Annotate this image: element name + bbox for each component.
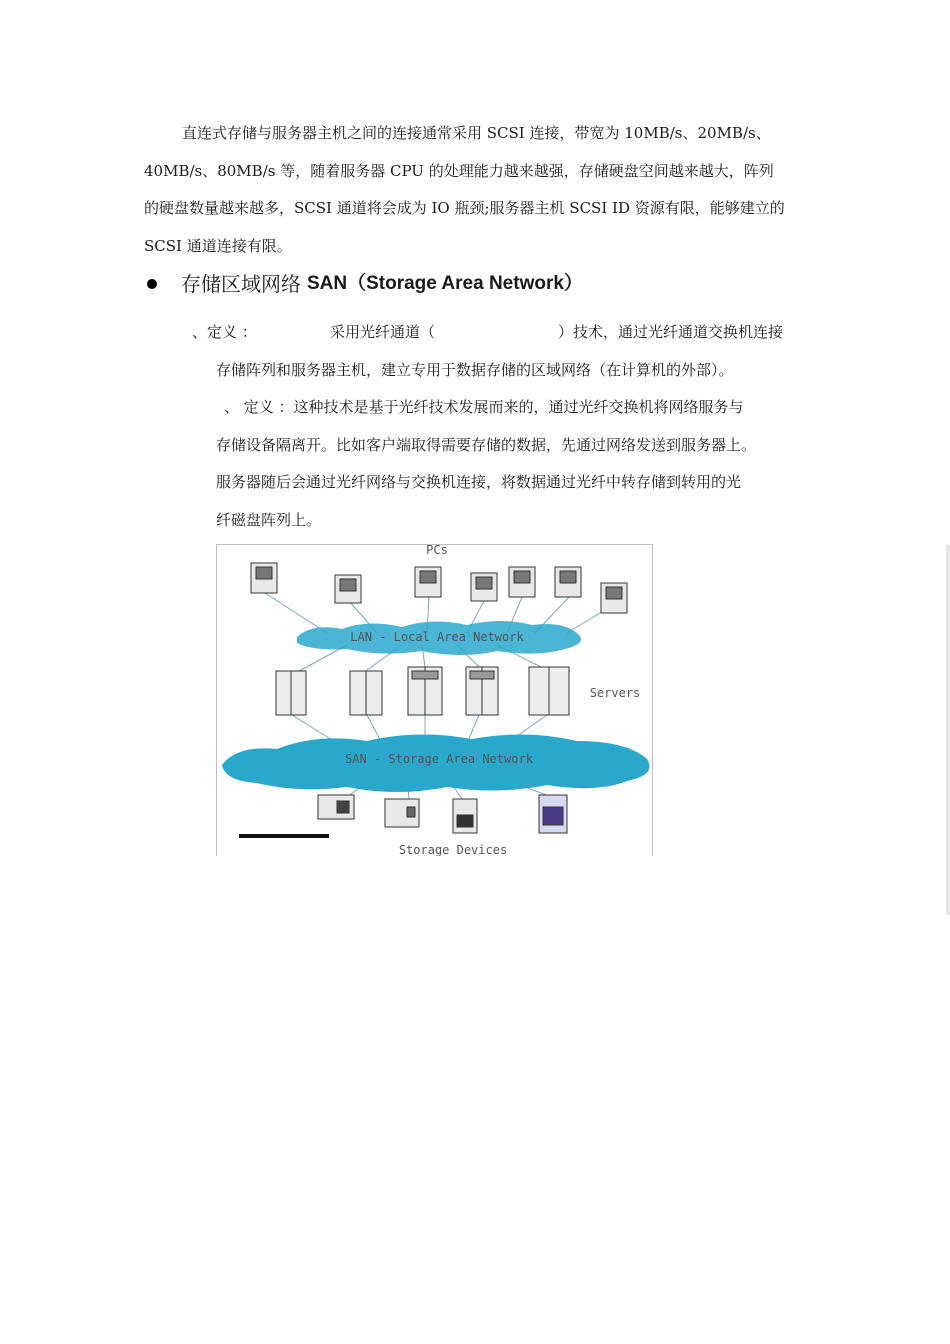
definition-2-line-2: 存储设备隔离开。比如客户端取得需要存储的数据，先通过网络发送到服务器上。: [216, 435, 757, 454]
section-title-cn: 存储区域网络: [181, 272, 301, 296]
definition-2-line-1: 、 定义 ：这种技术是基于光纤技术发展而来的，通过光纤交换机将网络服务与: [224, 398, 744, 416]
servers-label: Servers: [589, 686, 641, 700]
watermark-bar: [239, 834, 329, 838]
pc-1-icon: [251, 563, 277, 593]
storage-1-icon: [318, 795, 354, 819]
storage-3-icon: [453, 799, 477, 833]
intro-line-2: 40MB/s、80MB/s 等，随着服务器 CPU 的处理能力越来越强，存储硬盘空间越来越大，阵列: [144, 161, 774, 180]
server-1-icon: [276, 671, 306, 715]
server-3-icon: [408, 667, 442, 715]
san-network-diagram: [216, 544, 653, 856]
pc-2-icon: [335, 575, 361, 603]
storage-label: Storage Devices: [398, 843, 508, 856]
san-label: SAN - Storage Area Network: [345, 752, 533, 766]
pc-6-icon: [555, 567, 581, 597]
pc-3-icon: [415, 567, 441, 597]
pc-5-icon: [509, 567, 535, 597]
san-diagram-svg: [217, 545, 652, 856]
pc-4-icon: [471, 573, 497, 601]
page-edge-shadow: [946, 545, 950, 915]
bullet-icon: [147, 279, 157, 289]
section-title-en: SAN（Storage Area Network）: [307, 273, 583, 294]
storage-4-icon: [539, 795, 567, 833]
definition-2-line-4: 纤磁盘阵列上。: [216, 510, 322, 529]
pc-7-icon: [601, 583, 627, 613]
intro-line-3: 的硬盘数量越来越多，SCSI 通道将会成为 IO 瓶颈;服务器主机 SCSI ID 资源有限，能够建立的: [144, 199, 785, 217]
intro-paragraph: [144, 115, 806, 265]
storage-2-icon: [385, 799, 419, 827]
server-2-icon: [350, 671, 382, 715]
definition-1-text: 采用光纤通道（: [330, 323, 436, 341]
definition-1-suffix: ）技术，通过光纤通道交换机连接: [558, 323, 784, 341]
intro-line-4: SCSI 通道连接有限。: [144, 236, 292, 255]
definition-1: [192, 314, 806, 389]
server-5-icon: [529, 667, 569, 715]
definition-1-line-2: 存储阵列和服务器主机，建立专用于数据存储的区域网络（在计算机的外部）。: [216, 360, 734, 379]
pcs-label: PCs: [426, 545, 448, 557]
section-heading: [144, 266, 583, 302]
server-4-icon: [466, 667, 498, 715]
intro-line-1: 直连式存储与服务器主机之间的连接通常采用 SCSI 连接，带宽为 10MB/s、20MB/s、: [182, 124, 771, 142]
lan-label: LAN - Local Area Network: [350, 630, 524, 644]
definition-2: [216, 389, 806, 539]
definition-1-prefix: 、定义 ：: [192, 323, 257, 341]
definition-2-line-3: 服务器随后会通过光纤网络与交换机连接，将数据通过光纤中转存储到转用的光: [216, 473, 742, 491]
